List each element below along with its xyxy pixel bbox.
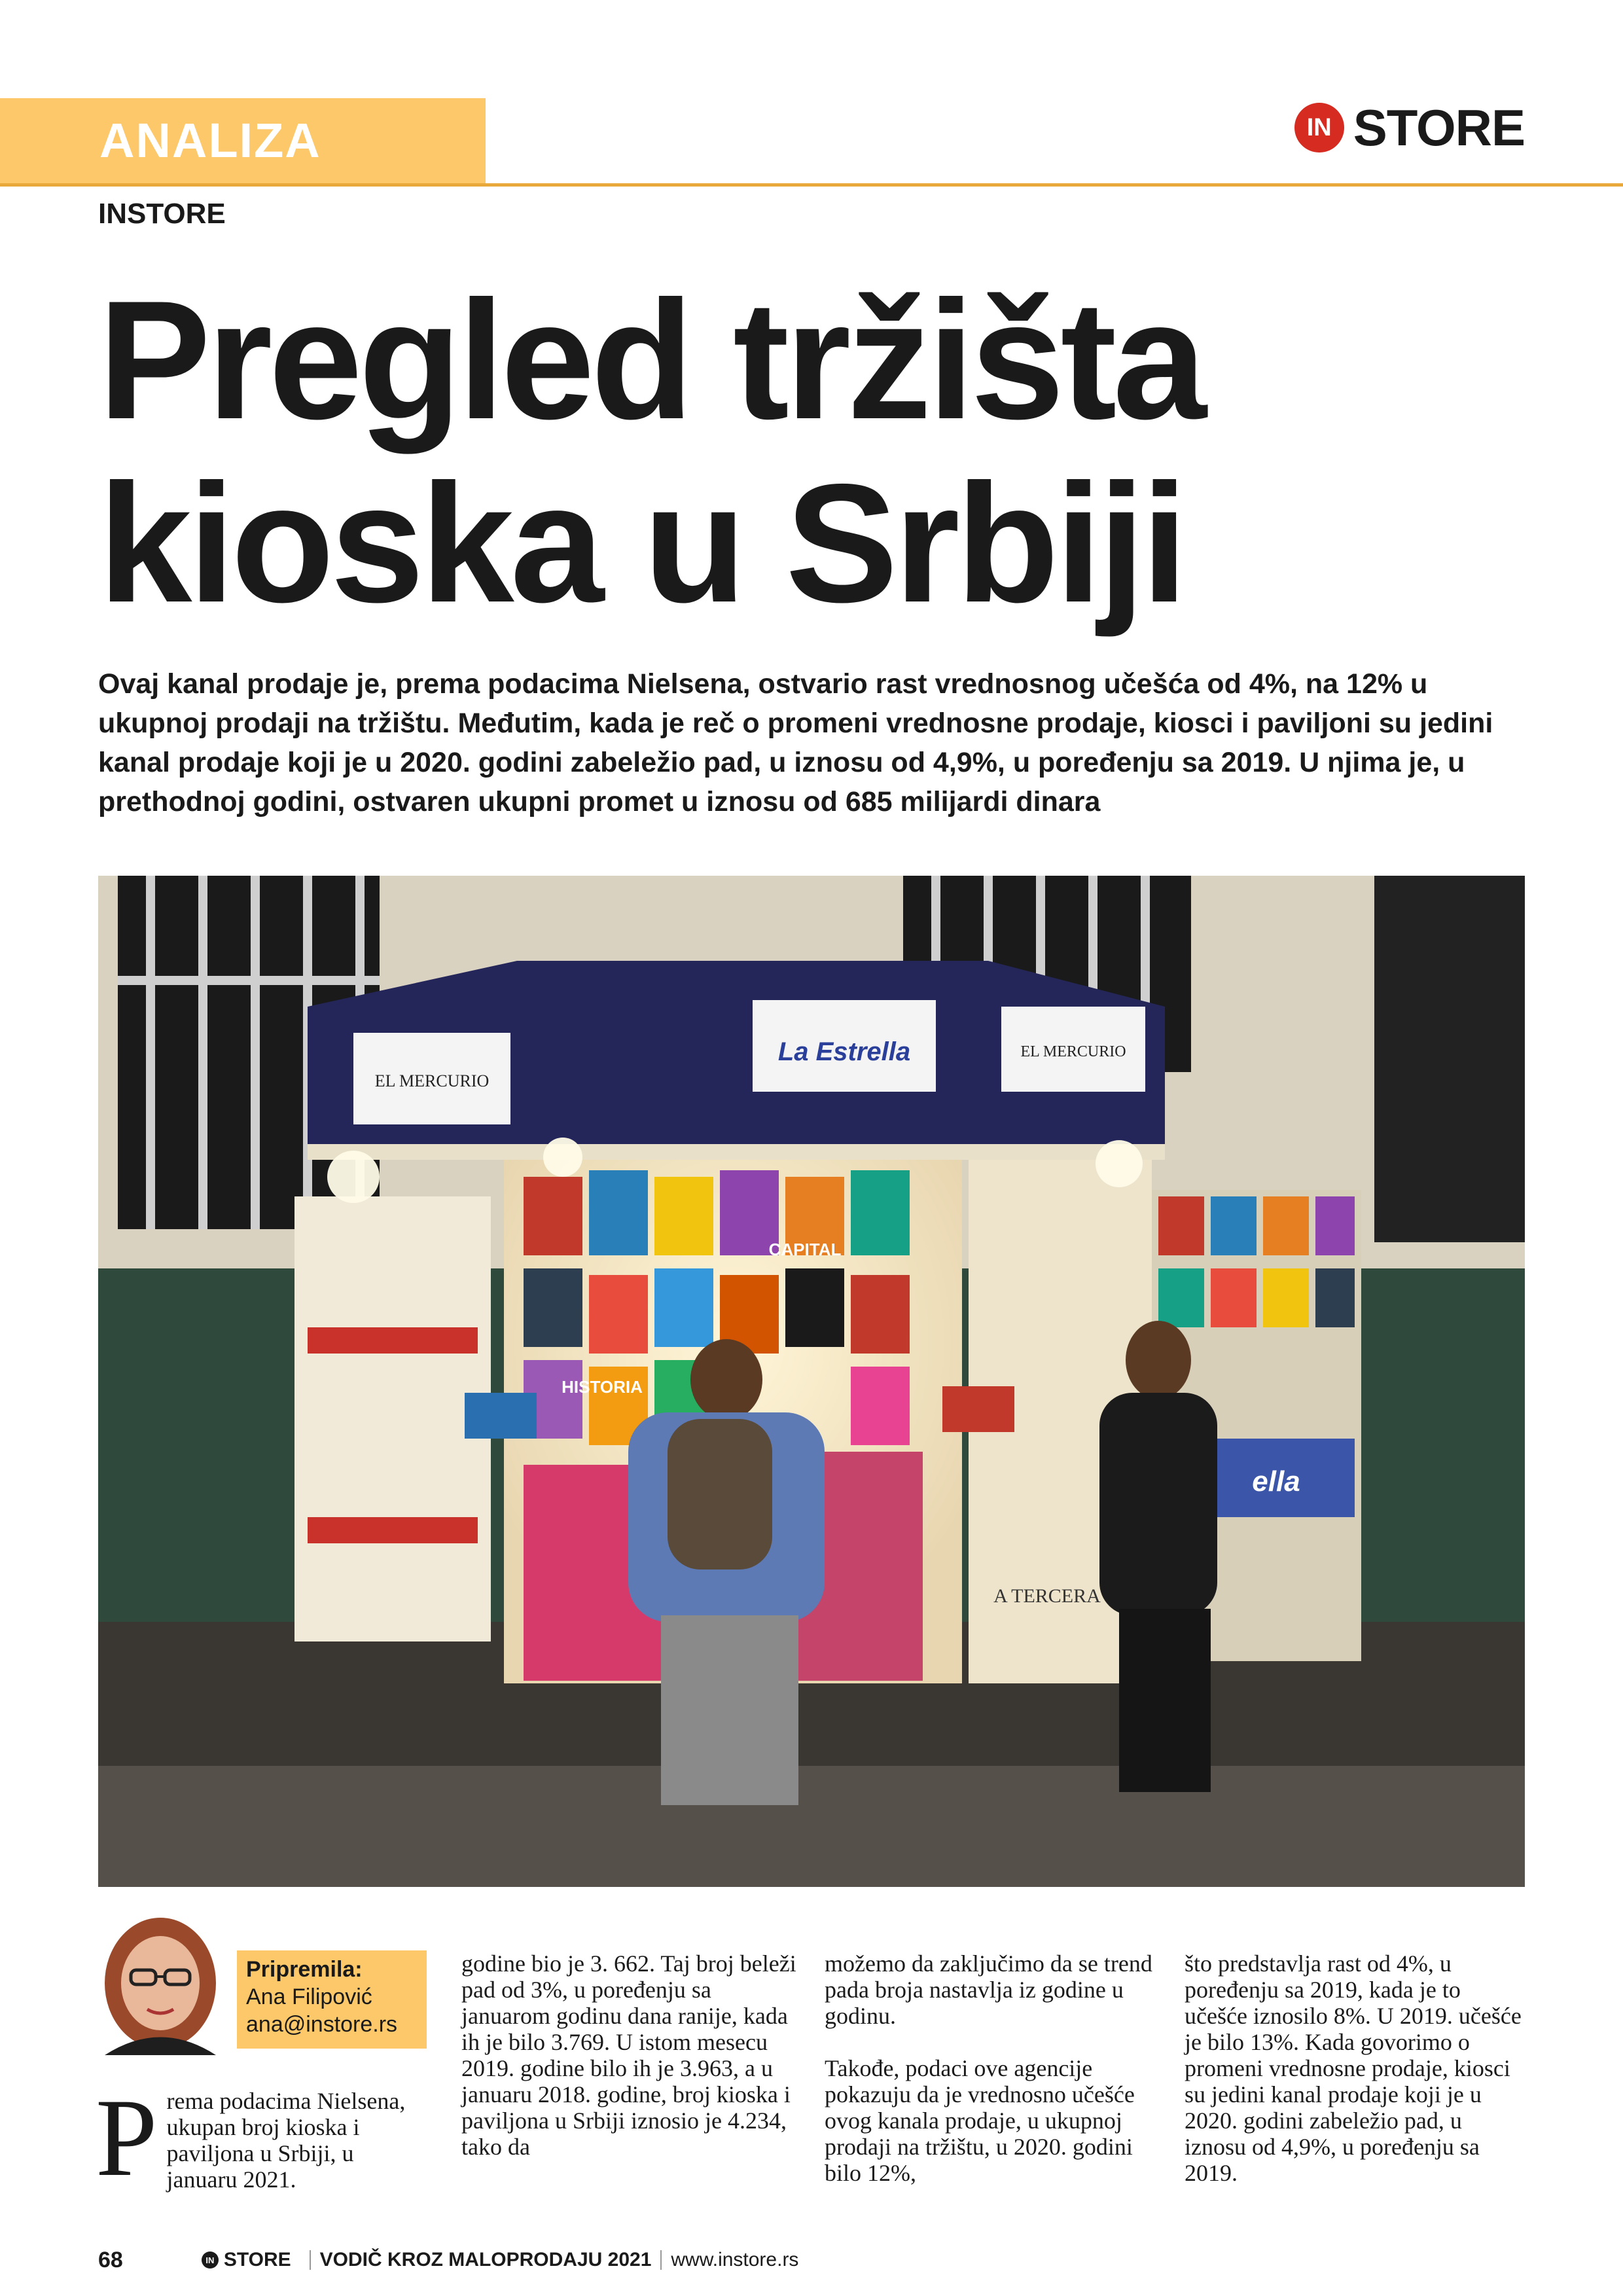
title-line-1: Pregled tržišta xyxy=(98,265,1203,454)
kicker: INSTORE xyxy=(98,198,226,230)
sign-center: La Estrella xyxy=(777,1037,911,1066)
column-1-text: rema podacima Nielsena, ukupan broj kioska i paviljona u Srbiji, u januaru 2021. xyxy=(166,2088,406,2193)
column-3-paragraph-1: možemo da zaključimo da se trend pada broja nastavlja iz godine u godinu. xyxy=(825,1950,1152,2029)
sign-left: EL MERCURIO xyxy=(374,1071,490,1090)
footer-separator xyxy=(310,2250,311,2270)
body-column-2 xyxy=(461,1950,802,2160)
brand-word: STORE xyxy=(1353,98,1525,156)
column-3-paragraph-2: Takođe, podaci ove agencije pokazuju da je vrednosno učešće ovog kanala prodaje, u ukupnoj prodaji na tržištu, u 2020. godini bilo 12%, xyxy=(825,2055,1135,2186)
footer-guide-title: VODIČ KROZ MALOPRODAJU 2021 xyxy=(319,2249,652,2270)
footer-url[interactable]: www.instore.rs xyxy=(671,2249,799,2270)
sign-bottom: A TERCERA xyxy=(993,1585,1101,1607)
body-column-4 xyxy=(1185,1950,1525,2186)
lead-paragraph: Ovaj kanal prodaje je, prema podacima Nielsena, ostvario rast vrednosnog učešća od 4%, na 12% u ukupnoj prodaji na tržištu. Međutim, kada je reč o promeni vrednosne prodaje, kiosci i paviljoni su jedini kanal prodaje koji je u 2020. godini zabeležio pad, u iznosu od 4,9%, u poređenju sa 2019. U njima je, u prethodnoj godini, ostvaren ukupni promet u iznosu od 685 milijardi dinara xyxy=(98,668,1493,817)
brand-badge: IN xyxy=(1294,103,1344,152)
author-portrait xyxy=(85,1905,236,2055)
section-label: ANALIZA xyxy=(99,113,321,168)
footer-separator-2 xyxy=(660,2250,662,2270)
column-4-text: što predstavlja rast od 4%, u poređenju sa 2019, kada je to učešće iznosilo 8%. U 2019. učešće je bilo 13%. Kada govorimo o promeni vrednosne prodaje, kiosci su jedini kanal prodaje koji je u 2020. godini zabeležio pad, u iznosu od 4,9%, u poređenju sa 2019. xyxy=(1185,1950,1522,2186)
page-number: 68 xyxy=(98,2247,123,2272)
author-name: Ana Filipović xyxy=(246,1984,372,2009)
sign-right: EL MERCURIO xyxy=(1020,1043,1126,1060)
drop-cap: P xyxy=(96,2076,158,2199)
footer-brand-badge: IN xyxy=(202,2251,219,2269)
body-column-3 xyxy=(825,1950,1165,2186)
sign-mag-1: CAPITAL xyxy=(768,1240,842,1259)
kiosk-illustration xyxy=(98,876,1525,1887)
sign-mag-2: HISTORIA xyxy=(562,1377,643,1397)
column-2-text: godine bio je 3. 662. Taj broj beleži pad od 3%, u poređenju sa januarom godinu dana ranije, kada ih je bilo 3.769. U istom mesecu 2019. godine bilo ih je 3.963, a u januaru 2018. godine, broj kioska i paviljona u Srbiji iznosio je 4.234, tako da xyxy=(461,1950,796,2160)
author-label: Pripremila: xyxy=(246,1957,363,1982)
footer-brand: STORE xyxy=(223,2249,291,2270)
brand-logo xyxy=(1294,98,1525,157)
kiosk-photo xyxy=(98,876,1525,1887)
header-rule xyxy=(0,183,1623,187)
article-title xyxy=(98,265,1472,637)
author-photo xyxy=(85,1905,236,2055)
title-line-2: kioska u Srbiji xyxy=(98,448,1185,637)
author-email[interactable]: ana@instore.rs xyxy=(246,2012,398,2037)
sign-mag-3: ella xyxy=(1252,1465,1300,1498)
page-footer xyxy=(98,2244,1525,2276)
body-column-1 xyxy=(96,2076,425,2199)
author-box xyxy=(237,1950,427,2049)
